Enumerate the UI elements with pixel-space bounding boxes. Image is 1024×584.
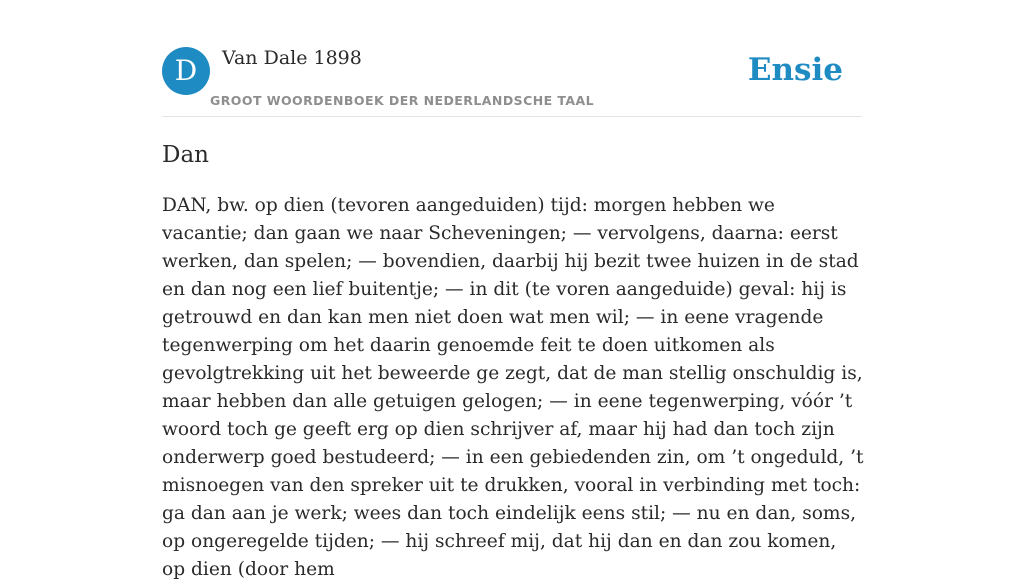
- header: [162, 46, 862, 117]
- dictionary-logo[interactable]: D: [162, 47, 210, 95]
- dictionary-name-link[interactable]: Van Dale 1898: [222, 47, 362, 69]
- entry-title: Dan: [162, 142, 209, 168]
- ensie-logo[interactable]: Ensie: [747, 52, 843, 88]
- entry-definition: DAN, bw. op dien (tevoren aangeduiden) tijd: morgen hebben we vacantie; dan gaan we naar Scheveningen; — vervolgens, daarna: eerst werken, dan spelen; — bovendien, daarbij hij bezit twee huizen in de stad en dan nog een lief buitentje; — in dit (te voren aangeduide) geval: hij is getrouwd en dan kan men niet doen wat men wil; — in eene vragende tegenwerping om het daarin genoemde feit te doen uitkomen als gevolgtrekking uit het beweerde ge zegt, dat de man stellig onschuldig is, maar hebben dan alle getuigen gelogen; — in eene tegenwerping, vóór ’t woord toch ge geeft erg op dien schrijver af, maar hij had dan toch zijn onderwerp goed bestudeerd; — in een gebiedenden zin, om ’t ongeduld, ’t misnoegen van den spreker uit te drukken, vooral in verbinding met toch: ga dan aan je werk; wees dan toch eindelijk eens stil; — nu en dan, soms, op ongeregelde tijden; — hij schreef mij, dat hij dan en dan zou komen, op dien (door hem: [162, 195, 864, 580]
- dictionary-subtitle: GROOT WOORDENBOEK DER NEDERLANDSCHE TAAL: [210, 93, 595, 108]
